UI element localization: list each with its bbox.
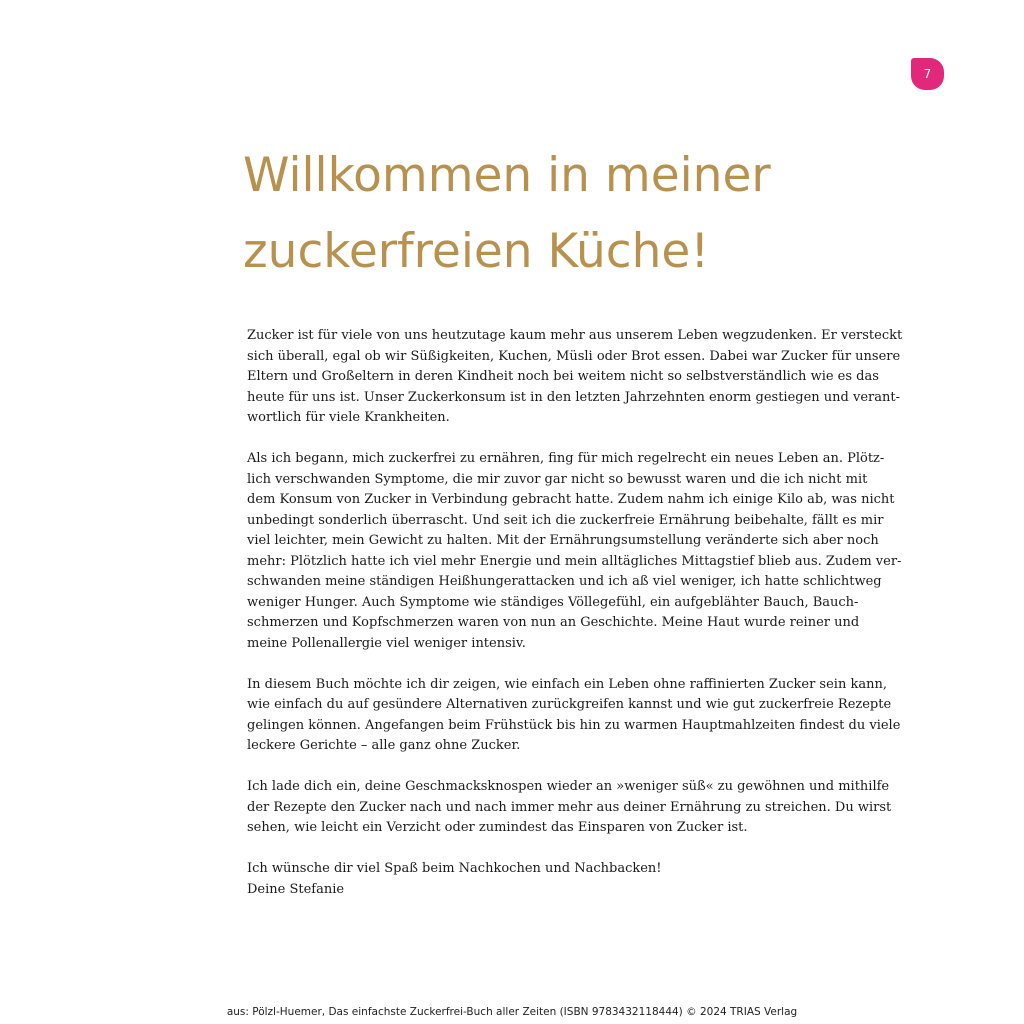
paragraph-line: leckere Gerichte – alle ganz ohne Zucker. <box>247 738 521 753</box>
paragraph-line: schwanden meine ständigen Heißhungerattacken und ich aß viel weniger, ich hatte schlichtweg <box>247 574 882 589</box>
paragraph-line: der Rezepte den Zucker nach und nach immer mehr aus deiner Ernährung zu streichen. Du wirst <box>247 799 892 815</box>
paragraph <box>247 326 903 429</box>
paragraph-line: Als ich begann, mich zuckerfrei zu ernähren, fing für mich regelrecht ein neues Leben an. Plötz- <box>247 451 885 466</box>
paragraph-line: unbedingt sonderlich überrascht. Und seit ich die zuckerfreie Ernährung beibehalte, fällt es mir <box>247 512 884 528</box>
paragraph-line: sich überall, egal ob wir Süßigkeiten, Kuchen, Müsli oder Brot essen. Dabei war Zucker für unsere <box>247 348 901 364</box>
paragraph-line: weniger Hunger. Auch Symptome wie ständiges Völlegefühl, ein aufgeblähter Bauch, Bauch- <box>247 594 859 610</box>
paragraph-line: Ich wünsche dir viel Spaß beim Nachkochen und Nachbacken! <box>247 861 662 876</box>
paragraph-line: Eltern und Großeltern in deren Kindheit noch bei weitem nicht so selbstverständlich wie es das <box>247 369 879 384</box>
page-title-line-2: zuckerfreien Küche! <box>243 224 710 279</box>
paragraph-line: schmerzen und Kopfschmerzen waren von nun an Geschichte. Meine Haut wurde reiner und <box>247 615 860 630</box>
paragraph-line: dem Konsum von Zucker in Verbindung gebracht hatte. Zudem nahm ich einige Kilo ab, was nicht <box>247 492 895 507</box>
paragraph <box>247 449 902 654</box>
paragraph-line: Zucker ist für viele von uns heutzutage kaum mehr aus unserem Leben wegzudenken. Er versteckt <box>247 328 903 343</box>
page-title-line-1: Willkommen in meiner <box>243 148 771 203</box>
paragraph <box>247 675 901 757</box>
page-title <box>243 138 883 290</box>
paragraph-line: heute für uns ist. Unser Zuckerkonsum ist in den letzten Jahrzehnten enorm gestiegen und verant- <box>247 389 900 405</box>
paragraph-line: Ich lade dich ein, deine Geschmacksknospen wieder an »weniger süß« zu gewöhnen und mithilfe <box>247 779 890 794</box>
page-number-badge: 7 <box>911 58 944 90</box>
paragraph-line: gelingen können. Angefangen beim Frühstück bis hin zu warmen Hauptmahlzeiten findest du viele <box>247 717 901 733</box>
paragraph-line: wortlich für viele Krankheiten. <box>247 410 450 425</box>
source-footer: aus: Pölzl-Huemer, Das einfachste Zuckerfrei-Buch aller Zeiten (ISBN 9783432118444) © 2024 TRIAS Verlag <box>226 1006 798 1018</box>
paragraph <box>247 859 897 900</box>
paragraph-line: viel leichter, mein Gewicht zu halten. Mit der Ernährungsumstellung veränderte sich aber noch <box>247 533 879 548</box>
paragraph-line: meine Pollenallergie viel weniger intensiv. <box>247 635 526 651</box>
paragraph-line: sehen, wie leicht ein Verzicht oder zumindest das Einsparen von Zucker ist. <box>247 820 748 835</box>
paragraph-line: lich verschwanden Symptome, die mir zuvor gar nicht so bewusst waren und die ich nicht mit <box>247 471 868 487</box>
paragraph-line: wie einfach du auf gesündere Alternativen zurückgreifen kannst und wie gut zuckerfreie Rezepte <box>247 697 892 712</box>
paragraph-line: Deine Stefanie <box>247 881 345 897</box>
paragraph-line: In diesem Buch möchte ich dir zeigen, wie einfach ein Leben ohne raffinierten Zucker sein kann, <box>247 676 887 692</box>
body-text <box>247 326 903 921</box>
paragraph-line: mehr: Plötzlich hatte ich viel mehr Energie und mein alltägliches Mittagstief blieb aus. Zudem ver- <box>247 553 902 569</box>
paragraph <box>247 777 897 839</box>
